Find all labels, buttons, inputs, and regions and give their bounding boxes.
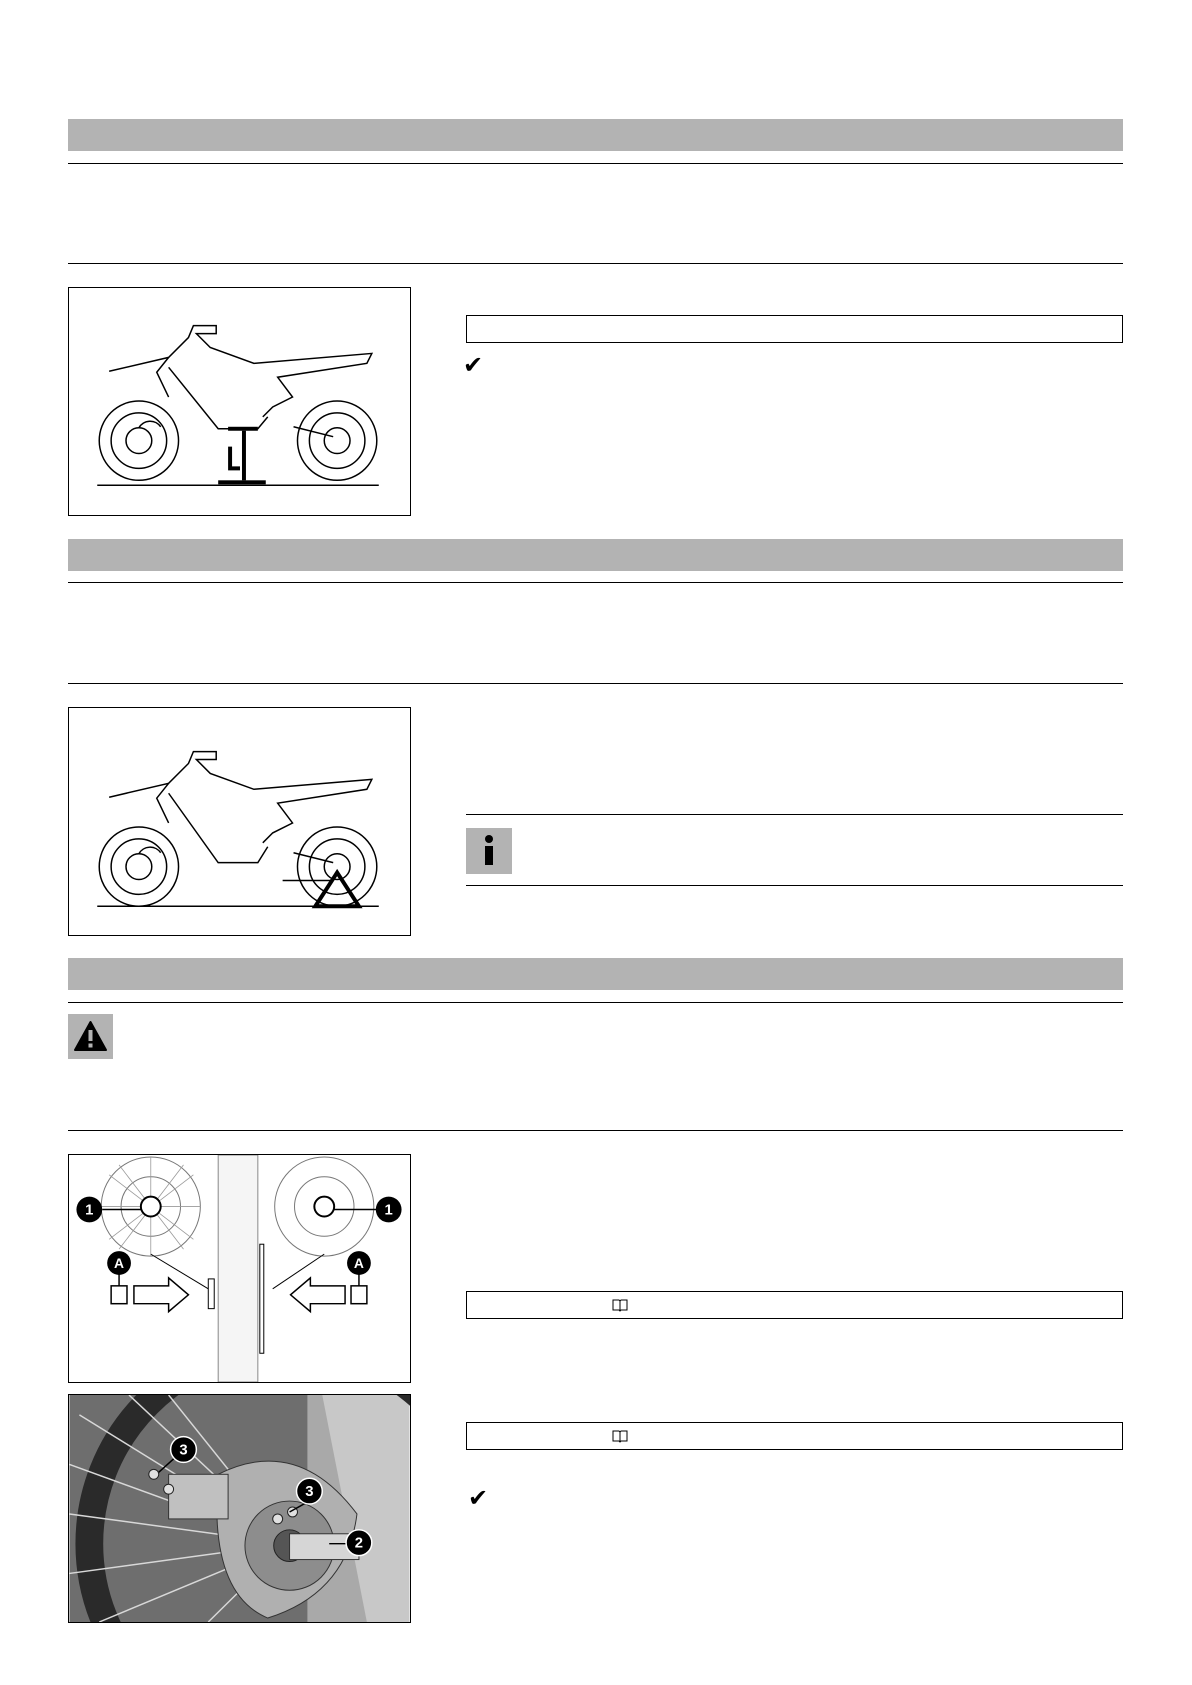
section-rule-3b (68, 1130, 1123, 1131)
section-rule-1b (68, 263, 1123, 264)
callout-axle-right (376, 1197, 402, 1223)
info-icon-glyph (466, 828, 512, 874)
check-icon-1: ✔ (463, 351, 484, 379)
section-rule-3a (68, 1002, 1123, 1003)
manual-reference-icon (612, 1298, 628, 1312)
callout-spacer-right (347, 1251, 371, 1275)
figure-axle-spacers (68, 1154, 411, 1383)
warning-icon-glyph (68, 1014, 113, 1059)
callout-a-right: A (353, 1255, 364, 1272)
section-rule-2a (68, 582, 1123, 583)
info-icon (466, 828, 512, 874)
figure-front-wheel-photo (68, 1394, 411, 1623)
callout-axle-left (76, 1197, 102, 1223)
info-note-panel (466, 814, 1123, 886)
spec-box-3 (466, 1422, 1123, 1450)
section-rule-2b (68, 683, 1123, 684)
manual-reference-icon-2 (612, 1429, 628, 1443)
spec-box-1 (466, 315, 1123, 343)
figure-motorcycle-on-stand (68, 287, 411, 516)
warning-icon (68, 1014, 113, 1059)
callout-3-lower: 3 (305, 1484, 314, 1501)
motorcycle-lowered-illustration (69, 708, 410, 935)
callout-1-left: 1 (85, 1202, 94, 1219)
callout-3-upper: 3 (179, 1442, 188, 1459)
motorcycle-stand-illustration (69, 288, 410, 515)
callout-2: 2 (354, 1535, 364, 1552)
section-rule-1a (68, 163, 1123, 164)
check-icon-2: ✔ (468, 1484, 489, 1512)
figure-motorcycle-on-ground (68, 707, 411, 936)
callout-1-right: 1 (384, 1202, 393, 1219)
axle-spacer-illustration (69, 1155, 410, 1382)
section-header-bar-3 (68, 958, 1123, 990)
callout-a-left: A (114, 1255, 125, 1272)
section-header-bar-1 (68, 119, 1123, 151)
spec-box-2 (466, 1291, 1123, 1319)
front-wheel-photo-illustration (69, 1395, 410, 1622)
section-header-bar-2 (68, 539, 1123, 571)
callout-spacer-left (107, 1251, 131, 1275)
